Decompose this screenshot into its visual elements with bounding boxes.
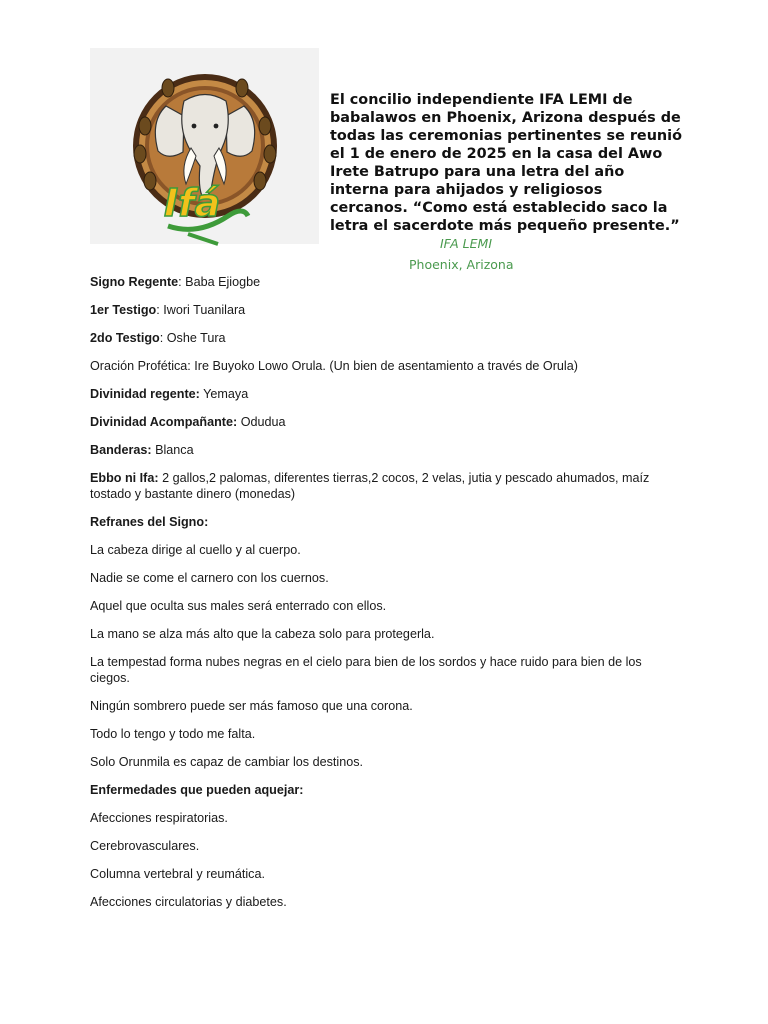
refran-item: Todo lo tengo y todo me falta. <box>90 727 256 741</box>
refran-item: La cabeza dirige al cuello y al cuerpo. <box>90 543 301 557</box>
logo-text: Ifá <box>164 181 221 225</box>
field-label: Divinidad Acompañante: <box>90 415 238 429</box>
field-value: Oshe Tura <box>166 331 226 345</box>
refran-item: Nadie se come el carnero con los cuernos. <box>90 571 329 585</box>
enfermedad-item: Columna vertebral y reumática. <box>90 867 265 881</box>
refran-item: Aquel que oculta sus males será enterrado con ellos. <box>90 599 387 613</box>
field-label: Signo Regente <box>90 275 179 289</box>
refranes-heading: Refranes del Signo: <box>90 515 209 529</box>
ifa-logo <box>90 48 319 244</box>
field-label: 2do Testigo <box>90 331 160 345</box>
field-value: Yemaya <box>203 387 249 401</box>
field-separator: : <box>156 303 164 317</box>
intro-paragraph: El concilio independiente IFA LEMI de babalawos en Phoenix, Arizona después de todas las ceremonias pertinentes se reunió el 1 de enero de 2025 en la casa del Awo Irete Batrupo para una letra del año interna para ahijados y religiosos cercanos. “Como está establecido saco la letra el sacerdote más pequeño presente.” <box>330 92 683 234</box>
enfermedad-item: Afecciones circulatorias y diabetes. <box>90 895 287 909</box>
field-row <box>90 414 660 430</box>
document-header <box>90 48 690 274</box>
field-row <box>90 442 660 458</box>
enfermedades-heading: Enfermedades que pueden aquejar: <box>90 783 304 797</box>
field-value: 2 gallos,2 palomas, diferentes tierras,2 cocos, 2 velas, jutia y pescado ahumados, maíz tostado y bastante dinero (monedas) <box>90 471 650 501</box>
field-value: Baba Ejiogbe <box>185 275 261 289</box>
field-separator: : <box>187 359 195 373</box>
ifa-elephant-emblem-icon <box>128 66 282 246</box>
field-separator: : <box>159 331 167 345</box>
signature-name: IFA LEMI <box>440 236 493 251</box>
field-label: Banderas: <box>90 443 152 457</box>
field-label: Oración Profética <box>90 359 188 373</box>
refran-item: Solo Orunmila es capaz de cambiar los destinos. <box>90 755 363 769</box>
signature-place: Phoenix, Arizona <box>409 257 514 272</box>
enfermedad-item: Cerebrovasculares. <box>90 839 200 853</box>
refranes-list <box>90 542 660 770</box>
refran-item: Ningún sombrero puede ser más famoso que una corona. <box>90 699 413 713</box>
enfermedades-list <box>90 810 660 910</box>
field-value: Blanca <box>155 443 194 457</box>
field-value: Ire Buyoko Lowo Orula. (Un bien de asentamiento a través de Orula) <box>194 359 578 373</box>
field-row <box>90 302 660 318</box>
refran-item: La tempestad forma nubes negras en el cielo para bien de los sordos y hace ruido para bien de los ciegos. <box>90 655 642 685</box>
field-row <box>90 274 660 290</box>
field-separator: : <box>178 275 186 289</box>
field-list <box>90 274 660 502</box>
field-row <box>90 386 660 402</box>
field-label: 1er Testigo <box>90 303 157 317</box>
field-row <box>90 358 660 374</box>
field-label: Divinidad regente: <box>90 387 200 401</box>
field-row <box>90 330 660 346</box>
field-row <box>90 470 660 502</box>
document-body <box>90 274 660 922</box>
field-label: Ebbo ni Ifa: <box>90 471 159 485</box>
field-value: Odudua <box>240 415 286 429</box>
field-value: Iwori Tuanilara <box>163 303 246 317</box>
enfermedad-item: Afecciones respiratorias. <box>90 811 228 825</box>
refran-item: La mano se alza más alto que la cabeza solo para protegerla. <box>90 627 435 641</box>
